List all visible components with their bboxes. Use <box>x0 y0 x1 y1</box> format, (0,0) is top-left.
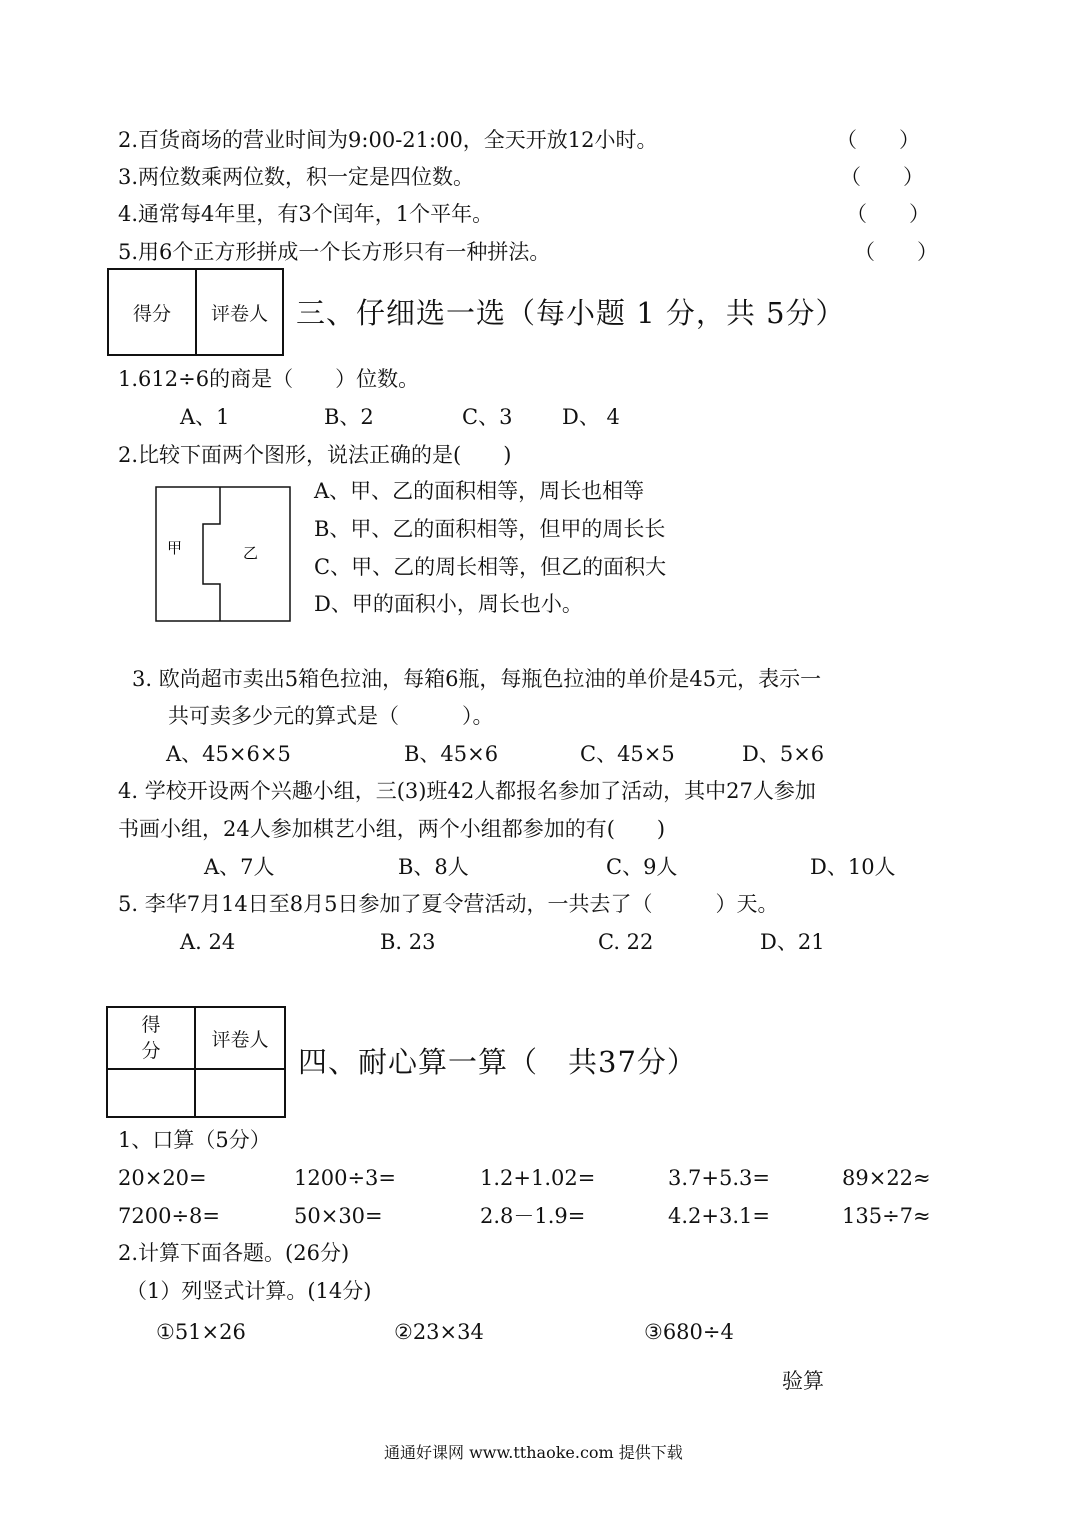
section4-title: 四、耐心算一算（ 共37分） <box>298 1045 697 1079</box>
q1-option-d: D、 4 <box>562 405 620 429</box>
oral-r1-c4: 3.7+5.3= <box>668 1166 770 1190</box>
judge-item-5: 5.用6个正方形拼成一个长方形只有一种拼法。 <box>118 240 551 264</box>
judge-item-3: 3.两位数乘两位数，积一定是四位数。 <box>118 165 475 189</box>
oral-r2-c1: 7200÷8= <box>118 1204 220 1228</box>
figure-label-jia: 甲 <box>167 539 183 557</box>
q1-stem: 1.612÷6的商是（ ）位数。 <box>118 367 420 391</box>
q5-option-a: A. 24 <box>180 930 236 954</box>
q3-option-b: B、45×6 <box>404 742 499 766</box>
oral-r1-c3: 1.2+1.02= <box>480 1166 596 1190</box>
score-cell: 得分 <box>108 269 196 355</box>
footer: 通通好课网 www.tthaoke.com 提供下载 <box>384 1443 683 1462</box>
q3-option-a: A、45×6×5 <box>166 742 291 766</box>
reviewer-blank <box>195 1069 285 1117</box>
q3-line2: 共可卖多少元的算式是（ ）。 <box>168 704 494 728</box>
score-char-1: 得 <box>141 1014 161 1036</box>
reviewer-cell: 评卷人 <box>195 1007 285 1069</box>
q5-option-d: D、21 <box>760 930 825 954</box>
q2-option-a: A、甲、乙的面积相等，周长也相等 <box>314 479 645 503</box>
q4-option-c: C、9人 <box>606 855 678 879</box>
oral-r2-c4: 4.2+3.1= <box>668 1204 770 1228</box>
judge-paren-3: （ ） <box>840 165 924 189</box>
judge-paren-2: （ ） <box>836 128 920 152</box>
calc-heading: 2.计算下面各题。(26分) <box>118 1241 350 1265</box>
oral-r1-c2: 1200÷3= <box>294 1166 396 1190</box>
oral-r2-c2: 50×30= <box>294 1204 383 1228</box>
score-box-section4 <box>106 1006 286 1118</box>
q3-option-c: C、45×5 <box>580 742 675 766</box>
oral-r1-c1: 20×20= <box>118 1166 207 1190</box>
q5-option-c: C. 22 <box>598 930 654 954</box>
q2-option-d: D、甲的面积小，周长也小。 <box>314 592 583 616</box>
oral-r2-c5: 135÷7≈ <box>842 1204 931 1228</box>
judge-item-2: 2.百货商场的营业时间为9:00-21:00，全天开放12小时。 <box>118 128 658 152</box>
q3-option-d: D、5×6 <box>742 742 825 766</box>
judge-paren-4: （ ） <box>846 202 930 226</box>
reviewer-cell: 评卷人 <box>196 269 283 355</box>
q2-figure <box>155 486 291 622</box>
q2-option-b: B、甲、乙的面积相等，但甲的周长长 <box>314 517 666 541</box>
calc-sub: （1）列竖式计算。(14分) <box>126 1279 372 1303</box>
score-blank <box>107 1069 195 1117</box>
oral-r2-c3: 2.8－1.9= <box>480 1204 586 1228</box>
q5-option-b: B. 23 <box>380 930 436 954</box>
q4-option-b: B、8人 <box>398 855 469 879</box>
q4-line2: 书画小组，24人参加棋艺小组，两个小组都参加的有( ) <box>118 817 666 841</box>
q1-option-c: C、3 <box>462 405 513 429</box>
check-label: 验算 <box>782 1369 824 1393</box>
score-box-section3 <box>107 268 284 356</box>
q1-option-a: A、1 <box>180 405 230 429</box>
q4-line1: 4. 学校开设两个兴趣小组，三(3)班42人都报名参加了活动，其中27人参加 <box>118 779 816 803</box>
section3-title: 三、仔细选一选（每小题 1 分，共 5分） <box>296 296 846 330</box>
q4-option-d: D、10人 <box>810 855 896 879</box>
oral-r1-c5: 89×22≈ <box>842 1166 931 1190</box>
q1-option-b: B、2 <box>324 405 374 429</box>
score-char-2: 分 <box>141 1040 161 1062</box>
judge-item-4: 4.通常每4年里，有3个闰年，1个平年。 <box>118 202 494 226</box>
q2-option-c: C、甲、乙的周长相等，但乙的面积大 <box>314 555 667 579</box>
oral-heading: 1、口算（5分） <box>118 1128 271 1152</box>
q5-stem: 5. 李华7月14日至8月5日参加了夏令营活动，一共去了（ ）天。 <box>118 892 779 916</box>
figure-label-yi: 乙 <box>243 544 259 562</box>
calc-item-3: ③680÷4 <box>644 1320 734 1344</box>
q4-option-a: A、7人 <box>204 855 275 879</box>
q2-stem: 2.比较下面两个图形，说法正确的是( ) <box>118 443 512 467</box>
q3-line1: 3. 欧尚超市卖出5箱色拉油，每箱6瓶，每瓶色拉油的单价是45元，表示一 <box>132 667 822 691</box>
calc-item-2: ②23×34 <box>394 1320 484 1344</box>
score-cell <box>107 1007 195 1069</box>
judge-paren-5: （ ） <box>854 240 938 264</box>
calc-item-1: ①51×26 <box>156 1320 246 1344</box>
